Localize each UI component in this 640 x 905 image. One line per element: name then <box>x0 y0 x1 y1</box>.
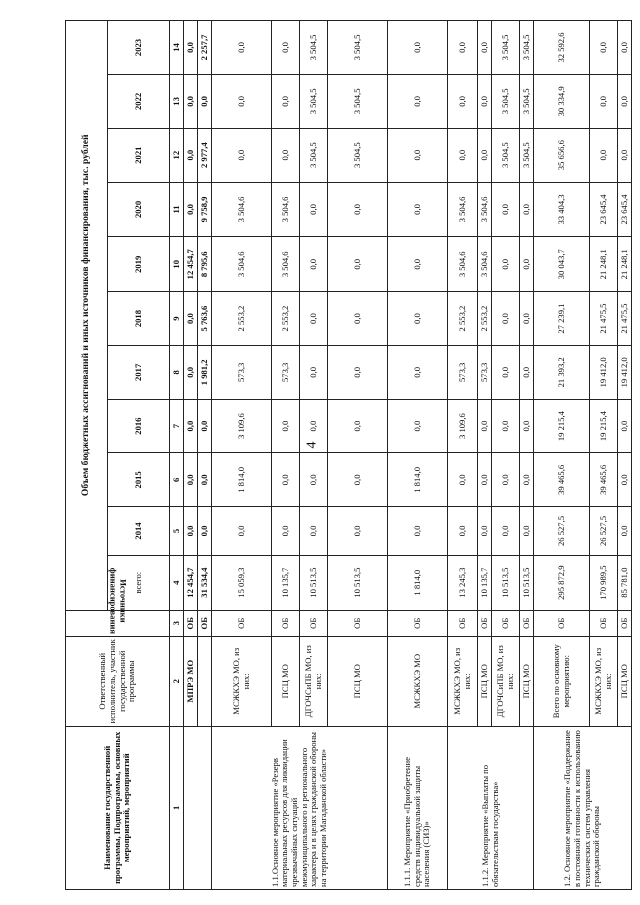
row-value-2023: 32 592,6 <box>534 21 590 75</box>
row-value-2019: 30 043,7 <box>534 237 590 292</box>
row-value-2018: 0,0 <box>328 292 388 346</box>
row-value-2016: 19 215,4 <box>534 399 590 453</box>
row-value-2020: 23 645,4 <box>590 182 618 237</box>
row-value-2023: 0,0 <box>272 21 300 75</box>
row-value-2022: 3 504,5 <box>328 75 388 129</box>
row-value-2015: 0,0 <box>328 453 388 507</box>
row-value-2019: 0,0 <box>300 237 328 292</box>
row-total: 13 245,3 <box>448 555 478 610</box>
row-value-2016: 0,0 <box>388 399 448 453</box>
row-value-2022: 0,0 <box>618 75 632 129</box>
funding-table <box>65 20 632 890</box>
row-value-2014: 0,0 <box>492 507 520 556</box>
row-value-2021: 0,0 <box>478 128 492 182</box>
row-value-2014: 0,0 <box>212 507 272 556</box>
row-value-2022: 0,0 <box>448 75 478 129</box>
header-name: Наименование государственной программы, Подпрограммы, основных мероприятий, мероприятий <box>66 726 170 889</box>
row-value-2019: 21 248,1 <box>618 237 632 292</box>
row-value-2020: 3 504,6 <box>212 182 272 237</box>
row-executor: МСЖКХЭ МО, из них: <box>448 636 478 726</box>
row-value-2015: 0,0 <box>448 453 478 507</box>
row-value-2017: 573,3 <box>448 345 478 399</box>
row-value-2015: 0,0 <box>478 453 492 507</box>
row-value-2016: 19 215,4 <box>590 399 618 453</box>
row-total: 15 059,3 <box>212 555 272 610</box>
row-source: ОБ <box>520 610 534 636</box>
row-name: 1.1.Основное мероприятие «Резерв материальных ресурсов для ликвидации чрезвычайных ситуаций межмуниципального и регионального характера и в целях гражданской обороны на территории Магаданской области» <box>212 726 388 889</box>
column-number-7: 7 <box>170 399 184 453</box>
row-value-2018: 21 475,5 <box>590 292 618 346</box>
row-value-2015: 0,0 <box>184 453 198 507</box>
header-year-2023: 2023 <box>108 21 170 75</box>
row-value-2017: 1 981,2 <box>198 345 212 399</box>
row-total: 10 513,5 <box>328 555 388 610</box>
row-value-2017: 0,0 <box>492 345 520 399</box>
header-year-2016: 2016 <box>108 399 170 453</box>
row-value-2023: 0,0 <box>590 21 618 75</box>
row-value-2021: 0,0 <box>212 128 272 182</box>
table-body <box>184 21 632 890</box>
row-total: 170 989,5 <box>590 555 618 610</box>
row-value-2018: 5 763,6 <box>198 292 212 346</box>
row-value-2021: 0,0 <box>184 128 198 182</box>
column-number-4: 4 <box>170 555 184 610</box>
row-value-2020: 0,0 <box>492 182 520 237</box>
row-value-2015: 0,0 <box>520 453 534 507</box>
row-value-2017: 0,0 <box>328 345 388 399</box>
row-value-2023: 0,0 <box>618 21 632 75</box>
column-number-10: 10 <box>170 237 184 292</box>
row-value-2014: 0,0 <box>520 507 534 556</box>
row-source: ОБ <box>388 610 448 636</box>
row-value-2014: 0,0 <box>300 507 328 556</box>
row-executor: МСЖКХЭ МО, из них: <box>212 636 272 726</box>
row-value-2015: 1 814,0 <box>212 453 272 507</box>
row-value-2014: 0,0 <box>388 507 448 556</box>
row-value-2014: 26 527,5 <box>534 507 590 556</box>
row-total: 10 513,5 <box>492 555 520 610</box>
header-year-2014: 2014 <box>108 507 170 556</box>
row-total: 10 513,5 <box>520 555 534 610</box>
row-value-2015: 0,0 <box>618 453 632 507</box>
row-value-2023: 3 504,5 <box>300 21 328 75</box>
row-value-2017: 0,0 <box>300 345 328 399</box>
row-source: ОБ <box>328 610 388 636</box>
row-value-2017: 573,3 <box>478 345 492 399</box>
row-value-2016: 0,0 <box>492 399 520 453</box>
column-number-3: 3 <box>170 610 184 636</box>
row-value-2018: 0,0 <box>492 292 520 346</box>
row-value-2021: 0,0 <box>590 128 618 182</box>
row-value-2020: 3 504,6 <box>272 182 300 237</box>
row-value-2015: 0,0 <box>272 453 300 507</box>
row-value-2018: 0,0 <box>388 292 448 346</box>
row-value-2022: 0,0 <box>272 75 300 129</box>
header-funding-title: Объем бюджетных ассигнований и иных источников финансирования, тыс. рублей <box>66 21 108 611</box>
row-value-2018: 21 475,5 <box>618 292 632 346</box>
row-value-2020: 9 758,9 <box>198 182 212 237</box>
row-value-2023: 3 504,5 <box>492 21 520 75</box>
column-number-2: 2 <box>170 636 184 726</box>
table-row <box>448 21 478 890</box>
row-value-2021: 0,0 <box>388 128 448 182</box>
row-source: ОБ <box>300 610 328 636</box>
column-number-14: 14 <box>170 21 184 75</box>
row-value-2020: 3 504,6 <box>448 182 478 237</box>
row-value-2018: 2 553,2 <box>448 292 478 346</box>
row-value-2016: 0,0 <box>184 399 198 453</box>
row-value-2016: 0,0 <box>520 399 534 453</box>
row-executor: Всего по основному мероприятию: <box>534 636 590 726</box>
row-executor: ПСЦ МО <box>328 636 388 726</box>
row-value-2014: 0,0 <box>478 507 492 556</box>
row-source: ОБ <box>212 610 272 636</box>
header-year-2019: 2019 <box>108 237 170 292</box>
row-value-2015: 39 465,6 <box>590 453 618 507</box>
row-value-2020: 0,0 <box>184 182 198 237</box>
row-total: 295 872,9 <box>534 555 590 610</box>
row-value-2016: 0,0 <box>478 399 492 453</box>
row-source: ОБ <box>448 610 478 636</box>
row-executor: ПСЦ МО <box>618 636 632 726</box>
row-value-2021: 3 504,5 <box>300 128 328 182</box>
row-value-2020: 23 645,4 <box>618 182 632 237</box>
row-value-2014: 0,0 <box>184 507 198 556</box>
row-value-2020: 0,0 <box>328 182 388 237</box>
row-value-2015: 0,0 <box>300 453 328 507</box>
row-value-2015: 0,0 <box>492 453 520 507</box>
row-value-2016: 0,0 <box>328 399 388 453</box>
row-source: ОБ <box>534 610 590 636</box>
table-row <box>212 21 272 890</box>
row-value-2018: 0,0 <box>300 292 328 346</box>
header-year-2017: 2017 <box>108 345 170 399</box>
column-number-6: 6 <box>170 453 184 507</box>
row-value-2019: 3 504,6 <box>448 237 478 292</box>
row-executor: ПСЦ МО <box>272 636 300 726</box>
row-value-2017: 0,0 <box>388 345 448 399</box>
header-year-2021: 2021 <box>108 128 170 182</box>
row-value-2022: 3 504,5 <box>300 75 328 129</box>
row-value-2022: 30 334,9 <box>534 75 590 129</box>
row-value-2021: 0,0 <box>448 128 478 182</box>
row-value-2018: 2 553,2 <box>212 292 272 346</box>
row-name <box>184 726 212 889</box>
row-executor: МПРЭ МО <box>184 636 198 726</box>
row-executor: ДГОЧСиПБ МО, из них: <box>492 636 520 726</box>
row-source: ОБ <box>478 610 492 636</box>
table-row <box>388 21 448 890</box>
row-value-2014: 0,0 <box>272 507 300 556</box>
row-value-2019: 0,0 <box>328 237 388 292</box>
row-value-2020: 0,0 <box>520 182 534 237</box>
row-value-2014: 0,0 <box>198 507 212 556</box>
column-numbers-row <box>170 21 184 890</box>
row-value-2018: 0,0 <box>520 292 534 346</box>
column-number-12: 12 <box>170 128 184 182</box>
row-source: ОБ <box>272 610 300 636</box>
row-value-2021: 3 504,5 <box>520 128 534 182</box>
row-value-2014: 26 527,5 <box>590 507 618 556</box>
row-value-2023: 0,0 <box>388 21 448 75</box>
row-value-2015: 39 465,6 <box>534 453 590 507</box>
row-value-2021: 2 977,4 <box>198 128 212 182</box>
row-name: 1.1.1. Мероприятие «Приобретение средств индивидуальной защиты населения (СИЗ)» <box>388 726 448 889</box>
row-value-2023: 3 504,5 <box>520 21 534 75</box>
row-value-2019: 0,0 <box>492 237 520 292</box>
row-total: 10 135,7 <box>478 555 492 610</box>
header-year-2022: 2022 <box>108 75 170 129</box>
column-number-8: 8 <box>170 345 184 399</box>
row-value-2023: 0,0 <box>184 21 198 75</box>
row-value-2023: 0,0 <box>212 21 272 75</box>
header-year-2020: 2020 <box>108 182 170 237</box>
row-total: 10 513,5 <box>300 555 328 610</box>
row-total: 85 781,0 <box>618 555 632 610</box>
row-value-2021: 0,0 <box>272 128 300 182</box>
column-number-13: 13 <box>170 75 184 129</box>
row-value-2019: 3 504,6 <box>212 237 272 292</box>
row-value-2021: 3 504,5 <box>492 128 520 182</box>
row-value-2020: 33 404,3 <box>534 182 590 237</box>
row-value-2018: 2 553,2 <box>272 292 300 346</box>
row-value-2019: 0,0 <box>388 237 448 292</box>
row-source: ОБ <box>184 610 198 636</box>
row-total: 10 135,7 <box>272 555 300 610</box>
row-value-2017: 573,3 <box>212 345 272 399</box>
row-value-2016: 0,0 <box>198 399 212 453</box>
row-value-2020: 0,0 <box>300 182 328 237</box>
row-value-2015: 1 814,0 <box>388 453 448 507</box>
row-executor <box>198 636 212 726</box>
header-total: всего: <box>108 555 170 610</box>
row-value-2019: 3 504,6 <box>478 237 492 292</box>
row-value-2022: 3 504,5 <box>492 75 520 129</box>
column-number-5: 5 <box>170 507 184 556</box>
row-value-2018: 0,0 <box>184 292 198 346</box>
row-value-2014: 0,0 <box>328 507 388 556</box>
row-source: ОБ <box>590 610 618 636</box>
row-value-2016: 3 109,6 <box>448 399 478 453</box>
row-name: 1.1.2. Мероприятие «Выплаты по обязательствам государства» <box>448 726 534 889</box>
table-row <box>184 21 198 890</box>
row-value-2021: 0,0 <box>618 128 632 182</box>
row-value-2016: 0,0 <box>300 399 328 453</box>
row-executor: МСЖКХЭ МО <box>388 636 448 726</box>
row-total: 1 814,0 <box>388 555 448 610</box>
row-value-2023: 0,0 <box>448 21 478 75</box>
row-value-2022: 0,0 <box>212 75 272 129</box>
row-value-2022: 0,0 <box>478 75 492 129</box>
header-executor: Ответственный исполнитель, участник государственной программы <box>66 636 170 726</box>
column-number-11: 11 <box>170 182 184 237</box>
row-source: ОБ <box>492 610 520 636</box>
row-value-2016: 3 109,6 <box>212 399 272 453</box>
row-value-2023: 3 504,5 <box>328 21 388 75</box>
row-total: 12 454,7 <box>184 555 198 610</box>
row-value-2017: 19 412,0 <box>590 345 618 399</box>
row-source: ОБ <box>198 610 212 636</box>
row-value-2022: 0,0 <box>388 75 448 129</box>
table-row <box>534 21 590 890</box>
row-executor: МСЖКХЭ МО, из них: <box>590 636 618 726</box>
row-value-2018: 27 239,1 <box>534 292 590 346</box>
row-value-2017: 0,0 <box>520 345 534 399</box>
row-value-2016: 0,0 <box>618 399 632 453</box>
row-value-2017: 573,3 <box>272 345 300 399</box>
row-value-2014: 0,0 <box>618 507 632 556</box>
header-year-2015: 2015 <box>108 453 170 507</box>
row-executor: ПСЦ МО <box>520 636 534 726</box>
row-value-2014: 0,0 <box>448 507 478 556</box>
row-value-2022: 0,0 <box>590 75 618 129</box>
row-value-2021: 35 656,6 <box>534 128 590 182</box>
row-value-2017: 0,0 <box>184 345 198 399</box>
row-value-2016: 0,0 <box>272 399 300 453</box>
row-value-2021: 3 504,5 <box>328 128 388 182</box>
row-value-2022: 0,0 <box>198 75 212 129</box>
row-value-2017: 21 393,2 <box>534 345 590 399</box>
page-number: 4 <box>304 441 320 449</box>
row-value-2019: 0,0 <box>520 237 534 292</box>
row-value-2022: 0,0 <box>184 75 198 129</box>
row-value-2019: 12 454,7 <box>184 237 198 292</box>
row-value-2020: 3 504,6 <box>478 182 492 237</box>
row-value-2015: 0,0 <box>198 453 212 507</box>
row-value-2023: 2 257,7 <box>198 21 212 75</box>
header-source-text: Источники финансирования <box>108 567 129 634</box>
row-value-2020: 0,0 <box>388 182 448 237</box>
column-number-9: 9 <box>170 292 184 346</box>
row-source: ОБ <box>618 610 632 636</box>
row-name: 1.2. Основное мероприятие «Поддержание в постоянной готовности к использованию технических систем управления гражданской обороны <box>534 726 632 889</box>
row-value-2019: 3 504,6 <box>272 237 300 292</box>
row-total: 31 534,4 <box>198 555 212 610</box>
row-value-2018: 2 553,2 <box>478 292 492 346</box>
row-value-2019: 8 795,6 <box>198 237 212 292</box>
column-number-1: 1 <box>170 726 184 889</box>
row-value-2023: 0,0 <box>478 21 492 75</box>
row-value-2022: 3 504,5 <box>520 75 534 129</box>
row-value-2019: 21 248,1 <box>590 237 618 292</box>
row-executor: ПСЦ МО <box>478 636 492 726</box>
header-year-2018: 2018 <box>108 292 170 346</box>
row-value-2017: 19 412,0 <box>618 345 632 399</box>
rotated-table-container <box>65 20 629 890</box>
row-executor: ДГОЧСиПБ МО, из них: <box>300 636 328 726</box>
